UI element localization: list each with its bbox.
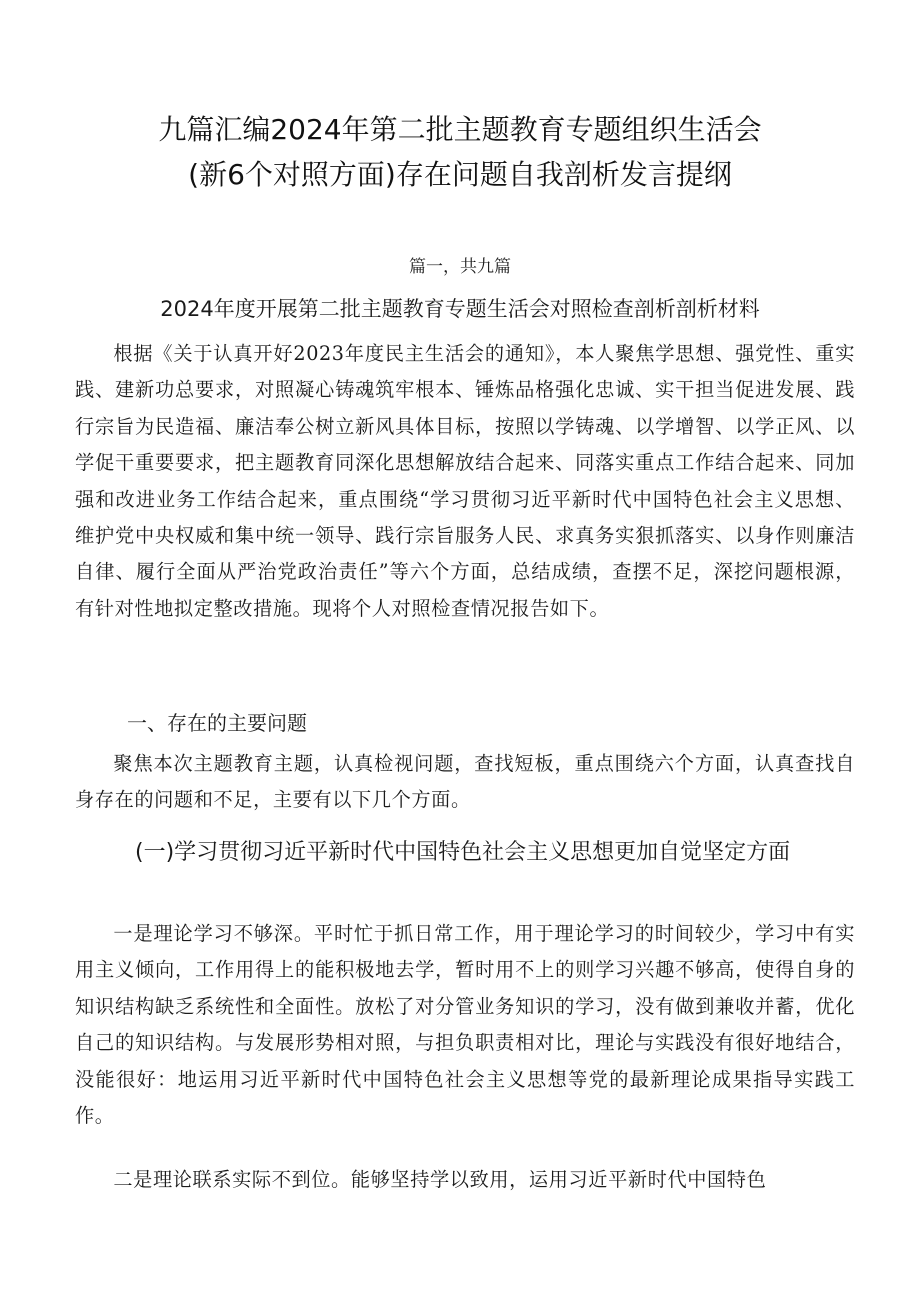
section-heading-problems: 一、存在的主要问题 — [127, 711, 307, 735]
section-intro-paragraph: 聚焦本次主题教育主题，认真检视问题，查找短板，重点围绕六个方面，认真查找自身存在的问题和不足，主要有以下几个方面。 — [75, 752, 855, 812]
intro-paragraph: 根据《关于认真开好2023年度民主生活会的通知》，本人聚焦学思想、强党性、重实践、建新功总要求，对照凝心铸魂筑牢根本、锤炼品格强化忠诚、实干担当促进发展、践行宗旨为民造福、廉洁奉公树立新风具体目标，按照以学铸魂、以学增智、以学正风、以学促干重要要求，把主题教育同深化思想解放结合起来、同落实重点工作结合起来、同加强和改进业务工作结合起来，重点围绕“学习贯彻习近平新时代中国特色社会主义思想、维护党中央权威和集中统一领导、践行宗旨服务人民、求真务实狠抓落实、以身作则廉洁自律、履行全面从严治党政治责任”等六个方面，总结成绩，查摆不足，深挖问题根源，有针对性地拟定整改措施。现将个人对照检查情况报告如下。 — [75, 342, 855, 620]
article-heading: 2024年度开展第二批主题教育专题生活会对照检查剖析剖析材料 — [160, 297, 760, 321]
document-title-line-1: 九篇汇编2024年第二批主题教育专题组织生活会 — [158, 113, 762, 146]
subsection-heading-theory: (一)学习贯彻习近平新时代中国特色社会主义思想更加自觉坚定方面 — [135, 840, 791, 865]
point-two-paragraph: 二是理论联系实际不到位。能够坚持学以致用，运用习近平新时代中国特色 — [113, 1168, 767, 1191]
document-title-line-2: (新6个对照方面)存在问题自我剖析发言提纲 — [188, 158, 732, 191]
point-one-paragraph: 一是理论学习不够深。平时忙于抓日常工作，用于理论学习的时间较少，学习中有实用主义倾向，工作用得上的能积极地去学，暂时用不上的则学习兴趣不够高，使得自身的知识结构缺乏系统性和全面性。放松了对分管业务知识的学习，没有做到兼收并蓄，优化自己的知识结构。与发展形势相对照，与担负职责相对比，理论与实践没有很好地结合，没能很好：地运用习近平新时代中国特色社会主义思想等党的最新理论成果指导实践工作。 — [75, 922, 855, 1128]
document-subtitle: 篇一，共九篇 — [409, 257, 511, 277]
